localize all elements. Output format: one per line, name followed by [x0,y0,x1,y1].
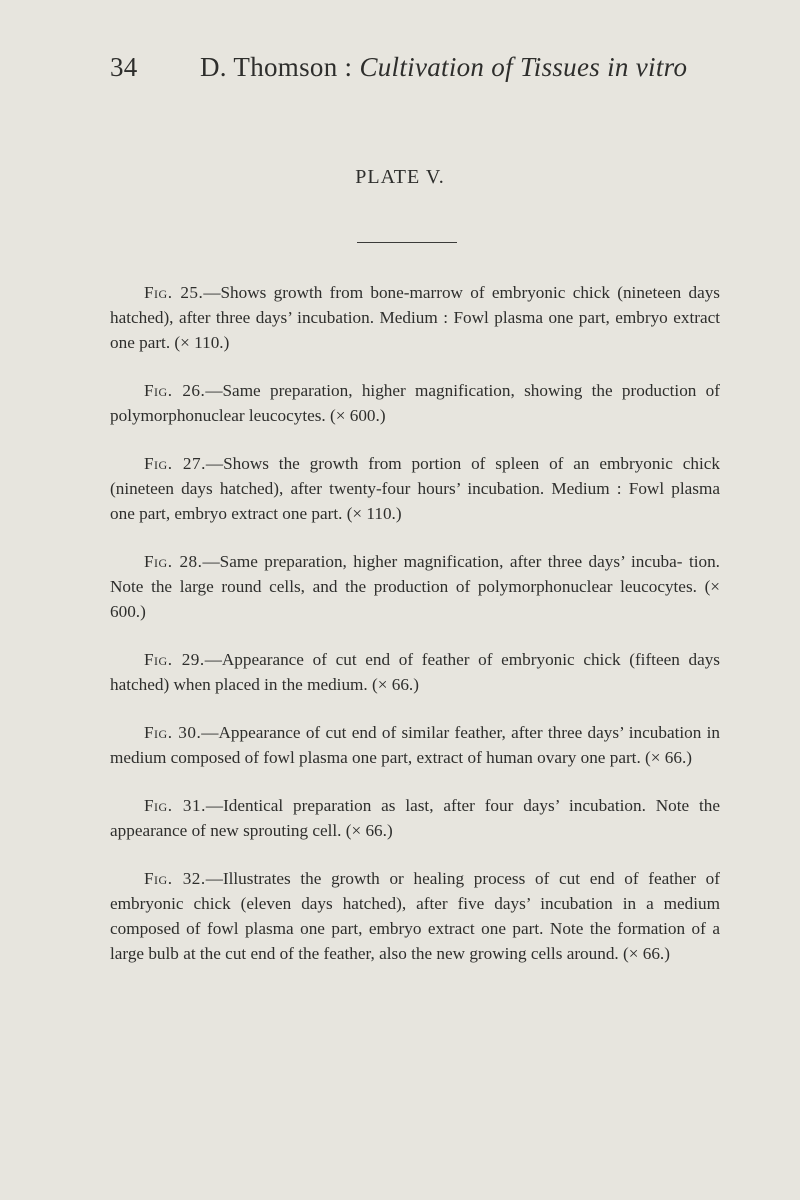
fig-label: Fig. 29. [144,650,205,669]
fig-label: Fig. 32. [144,869,206,888]
book-title: Cultivation of Tissues in vitro [359,52,688,82]
running-head [0,52,800,92]
caption-fig-29 [110,647,720,697]
fig-label: Fig. 30. [144,723,202,742]
caption-fig-25 [110,280,720,355]
author-name: D. Thomson : [200,52,353,82]
page-number: 34 [110,52,138,82]
caption-text: —Shows the growth from portion of spleen of an embryonic chick (nineteen days hatched), after twenty-four hours’ incubation. Medium : Fowl plasma one part, embryo extract one part. (× 110.) [110,454,720,523]
fig-label: Fig. 25. [144,283,204,302]
caption-text: —Shows growth from bone-marrow of embryonic chick (nineteen days hatched), after three days’ incubation. Medium : Fowl plasma one part, embryo extract one part. (× 110.) [110,283,720,352]
fig-label: Fig. 31. [144,796,206,815]
caption-fig-26 [110,378,720,428]
caption-text: —Same preparation, higher magnification, showing the production of polymorphonuclear leucocytes. (× 600.) [110,381,720,425]
caption-text: —Identical preparation as last, after four days’ incubation. Note the appearance of new sprouting cell. (× 66.) [110,796,720,840]
caption-text: —Illustrates the growth or healing process of cut end of feather of embryonic chick (eleven days hatched), after five days’ incubation in a medium composed of fowl plasma one part, embryo extract one part. Note the formation of a large bulb at the cut end of the feather, also the new growing cells around. (× 66.) [110,869,720,963]
caption-fig-30 [110,720,720,770]
caption-text: —Appearance of cut end of feather of embryonic chick (fifteen days hatched) when placed in the medium. (× 66.) [110,650,720,694]
fig-label: Fig. 26. [144,381,206,400]
caption-fig-31 [110,793,720,843]
caption-fig-27 [110,451,720,526]
caption-fig-32 [110,866,720,966]
figure-captions [110,280,720,989]
running-title [200,52,687,83]
plate-title: PLATE V. [355,166,445,188]
fig-label: Fig. 28. [144,552,203,571]
fig-label: Fig. 27. [144,454,206,473]
caption-text: —Appearance of cut end of similar feather, after three days’ incubation in medium composed of fowl plasma one part, extract of human ovary one part. (× 66.) [110,723,720,767]
caption-fig-28 [110,549,720,624]
caption-text: —Same preparation, higher magnification, after three days’ incuba- tion. Note the large round cells, and the production of polymorphonuclear leucocytes. (× 600.) [110,552,720,621]
divider-rule [357,242,457,243]
